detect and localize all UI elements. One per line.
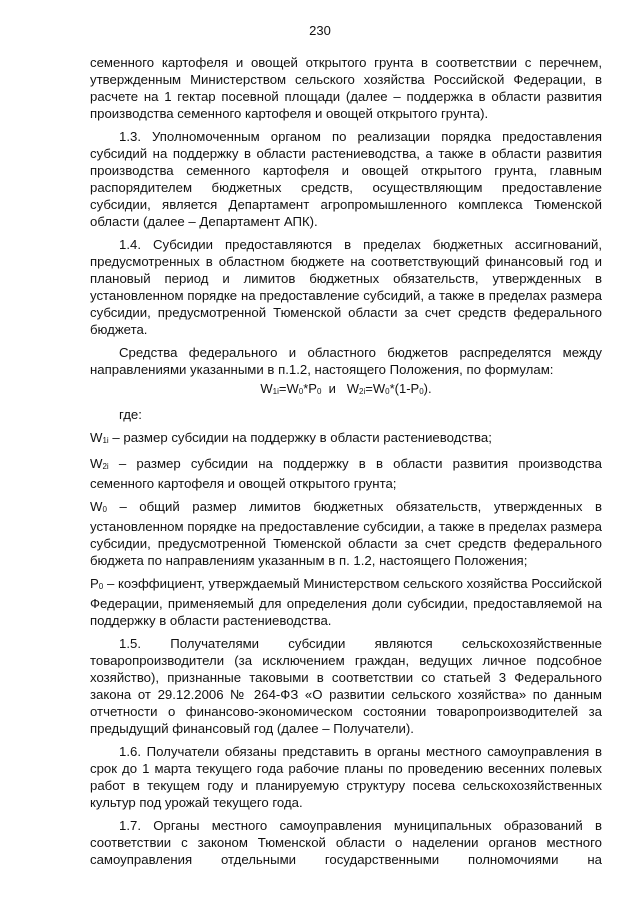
definition-w2i: $W_{2i}$ – размер субсидии на поддержку в в области развития производства семенного картофеля и овощей открытого грунта; (90, 456, 602, 491)
paragraph-1-6: 1.6. Получатели обязаны представить в органы местного самоуправления в срок до 1 марта текущего года рабочие планы по проведению весенних полевых работ в текущем году и планируемую структуру посева сельскохозяйственных культур под урожай текущего года. (90, 744, 602, 810)
where-label: где: (119, 407, 142, 422)
paragraph-1-7: 1.7. Органы местного самоуправления муниципальных образований в соответствии с законом Тюменской области о наделении органов местного самоуправления отдельными государственными полномочиями на (90, 818, 602, 867)
definition-w1i: $W_{1i}$ – размер субсидии на поддержку в области растениеводства; (90, 430, 492, 445)
definition-w0: $W_0$ – общий размер лимитов бюджетных обязательств, утвержденных в установленном порядке на предоставление субсидии, а также в пределах размера субсидии, предусмотренной Тюменской области за счет средств федерального бюджета по направлениям указанным в п. 1.2, настоящего Положения; (90, 499, 602, 568)
paragraph-1-3: 1.3. Уполномоченным органом по реализации порядка предоставления субсидий на поддержку в области растениеводства, а также в области развития производства семенного картофеля и овощей открытого грунта, главным распорядителем бюджетных средств, осуществляющим предоставление субсидии, является Департамент агропромышленного комплекса Тюменской области (далее – Департамент АПК). (90, 129, 602, 229)
page-number: 230 (309, 23, 331, 38)
paragraph-1-5: 1.5. Получателями субсидии являются сельскохозяйственные товаропроизводители (за исключением граждан, ведущих личное подсобное хозяйство), признанные таковыми в соответствии со статьей 3 Федерального закона от 29.12.2006 № 264-ФЗ «О развитии сельского хозяйства» по данным отчетности о финансово-экономическом состоянии товаропроизводителей за предыдущий финансовый год (далее – Получатели). (90, 636, 602, 736)
paragraph-1-4: 1.4. Субсидии предоставляются в пределах бюджетных ассигнований, предусмотренных в областном бюджете на соответствующий финансовый год и плановый период и лимитов бюджетных обязательств, утвержденных в установленном порядке на предоставление субсидий, а также в пределах размера субсидии, предусмотренной Тюменской области за счет средств федерального бюджета. (90, 237, 602, 337)
document-body (90, 54, 602, 874)
paragraph-funds-distribution: Средства федерального и областного бюджетов распределятся между направлениями указанными в п.1.2, настоящего Положения, по формулам: (90, 345, 602, 377)
definition-p0: $P_0$ – коэффициент, утверждаемый Министерством сельского хозяйства Российской Федерации, применяемый для определения доли субсидии, предоставляемой на поддержку в области растениеводства. (90, 576, 602, 628)
paragraph-continuation: семенного картофеля и овощей открытого грунта в соответствии с перечнем, утвержденным Министерством сельского хозяйства Российской Федерации, в расчете на 1 гектар посевной площади (далее – поддержка в области развития производства семенного картофеля и овощей открытого грунта). (90, 55, 602, 121)
formula: $W_{1i}=W_0*P_0$ и $W_{2i}=W_0*(1-P_0)$. (260, 381, 432, 396)
